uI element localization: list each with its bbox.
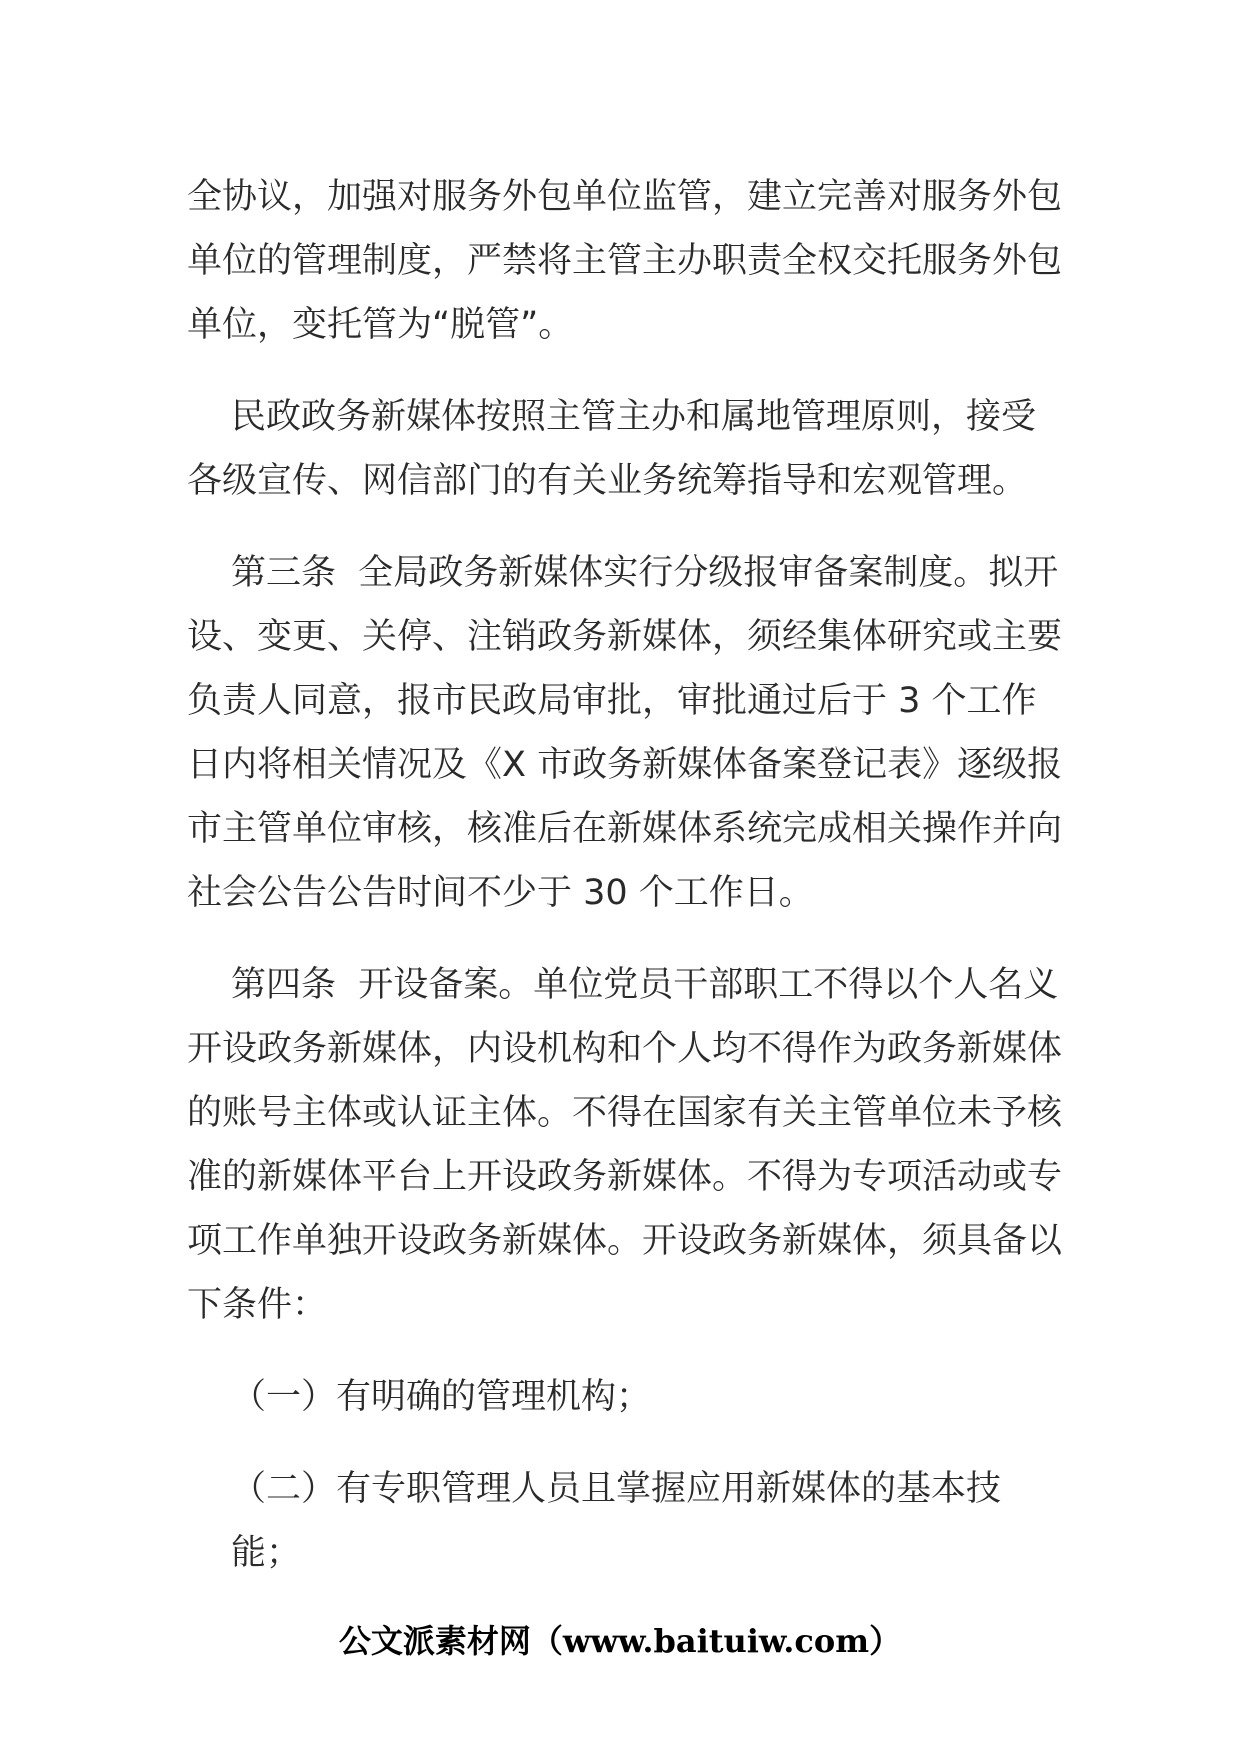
paragraph-article-3: 第三条 全局政务新媒体实行分级报审备案制度。拟开设、变更、关停、注销政务新媒体，须经集体研究或主要负责人同意，报市民政局审批，审批通过后于 3 个工作日内将相关情况及《X 市政务新媒体备案登记表》逐级报市主管单位审核，核准后在新媒体系统完成相关操作并向社会公告公告时间不少于 30 个工作日。 xyxy=(187,553,1063,913)
paragraph-article-4: 第四条 开设备案。单位党员干部职工不得以个人名义开设政务新媒体，内设机构和个人均不得作为政务新媒体的账号主体或认证主体。不得在国家有关主管单位未予核准的新媒体平台上开设政务新媒体。不得为专项活动或专项工作单独开设政务新媒体。开设政务新媒体，须具备以下条件： xyxy=(187,965,1063,1325)
document-body xyxy=(187,165,1067,1613)
source-watermark-footer: 公文派素材网（www.baituiw.com） xyxy=(338,1622,902,1660)
paragraph-management-principle: 民政政务新媒体按照主管主办和属地管理原则，接受各级宣传、网信部门的有关业务统筹指导和宏观管理。 xyxy=(187,397,1037,501)
paragraph-continuation: 全协议，加强对服务外包单位监管，建立完善对服务外包单位的管理制度，严禁将主管主办职责全权交托服务外包单位，变托管为“脱管”。 xyxy=(187,177,1063,345)
list-item-condition-2: （二）有专职管理人员且掌握应用新媒体的基本技能； xyxy=(231,1469,1002,1573)
list-item-condition-1: （一）有明确的管理机构； xyxy=(231,1377,652,1417)
